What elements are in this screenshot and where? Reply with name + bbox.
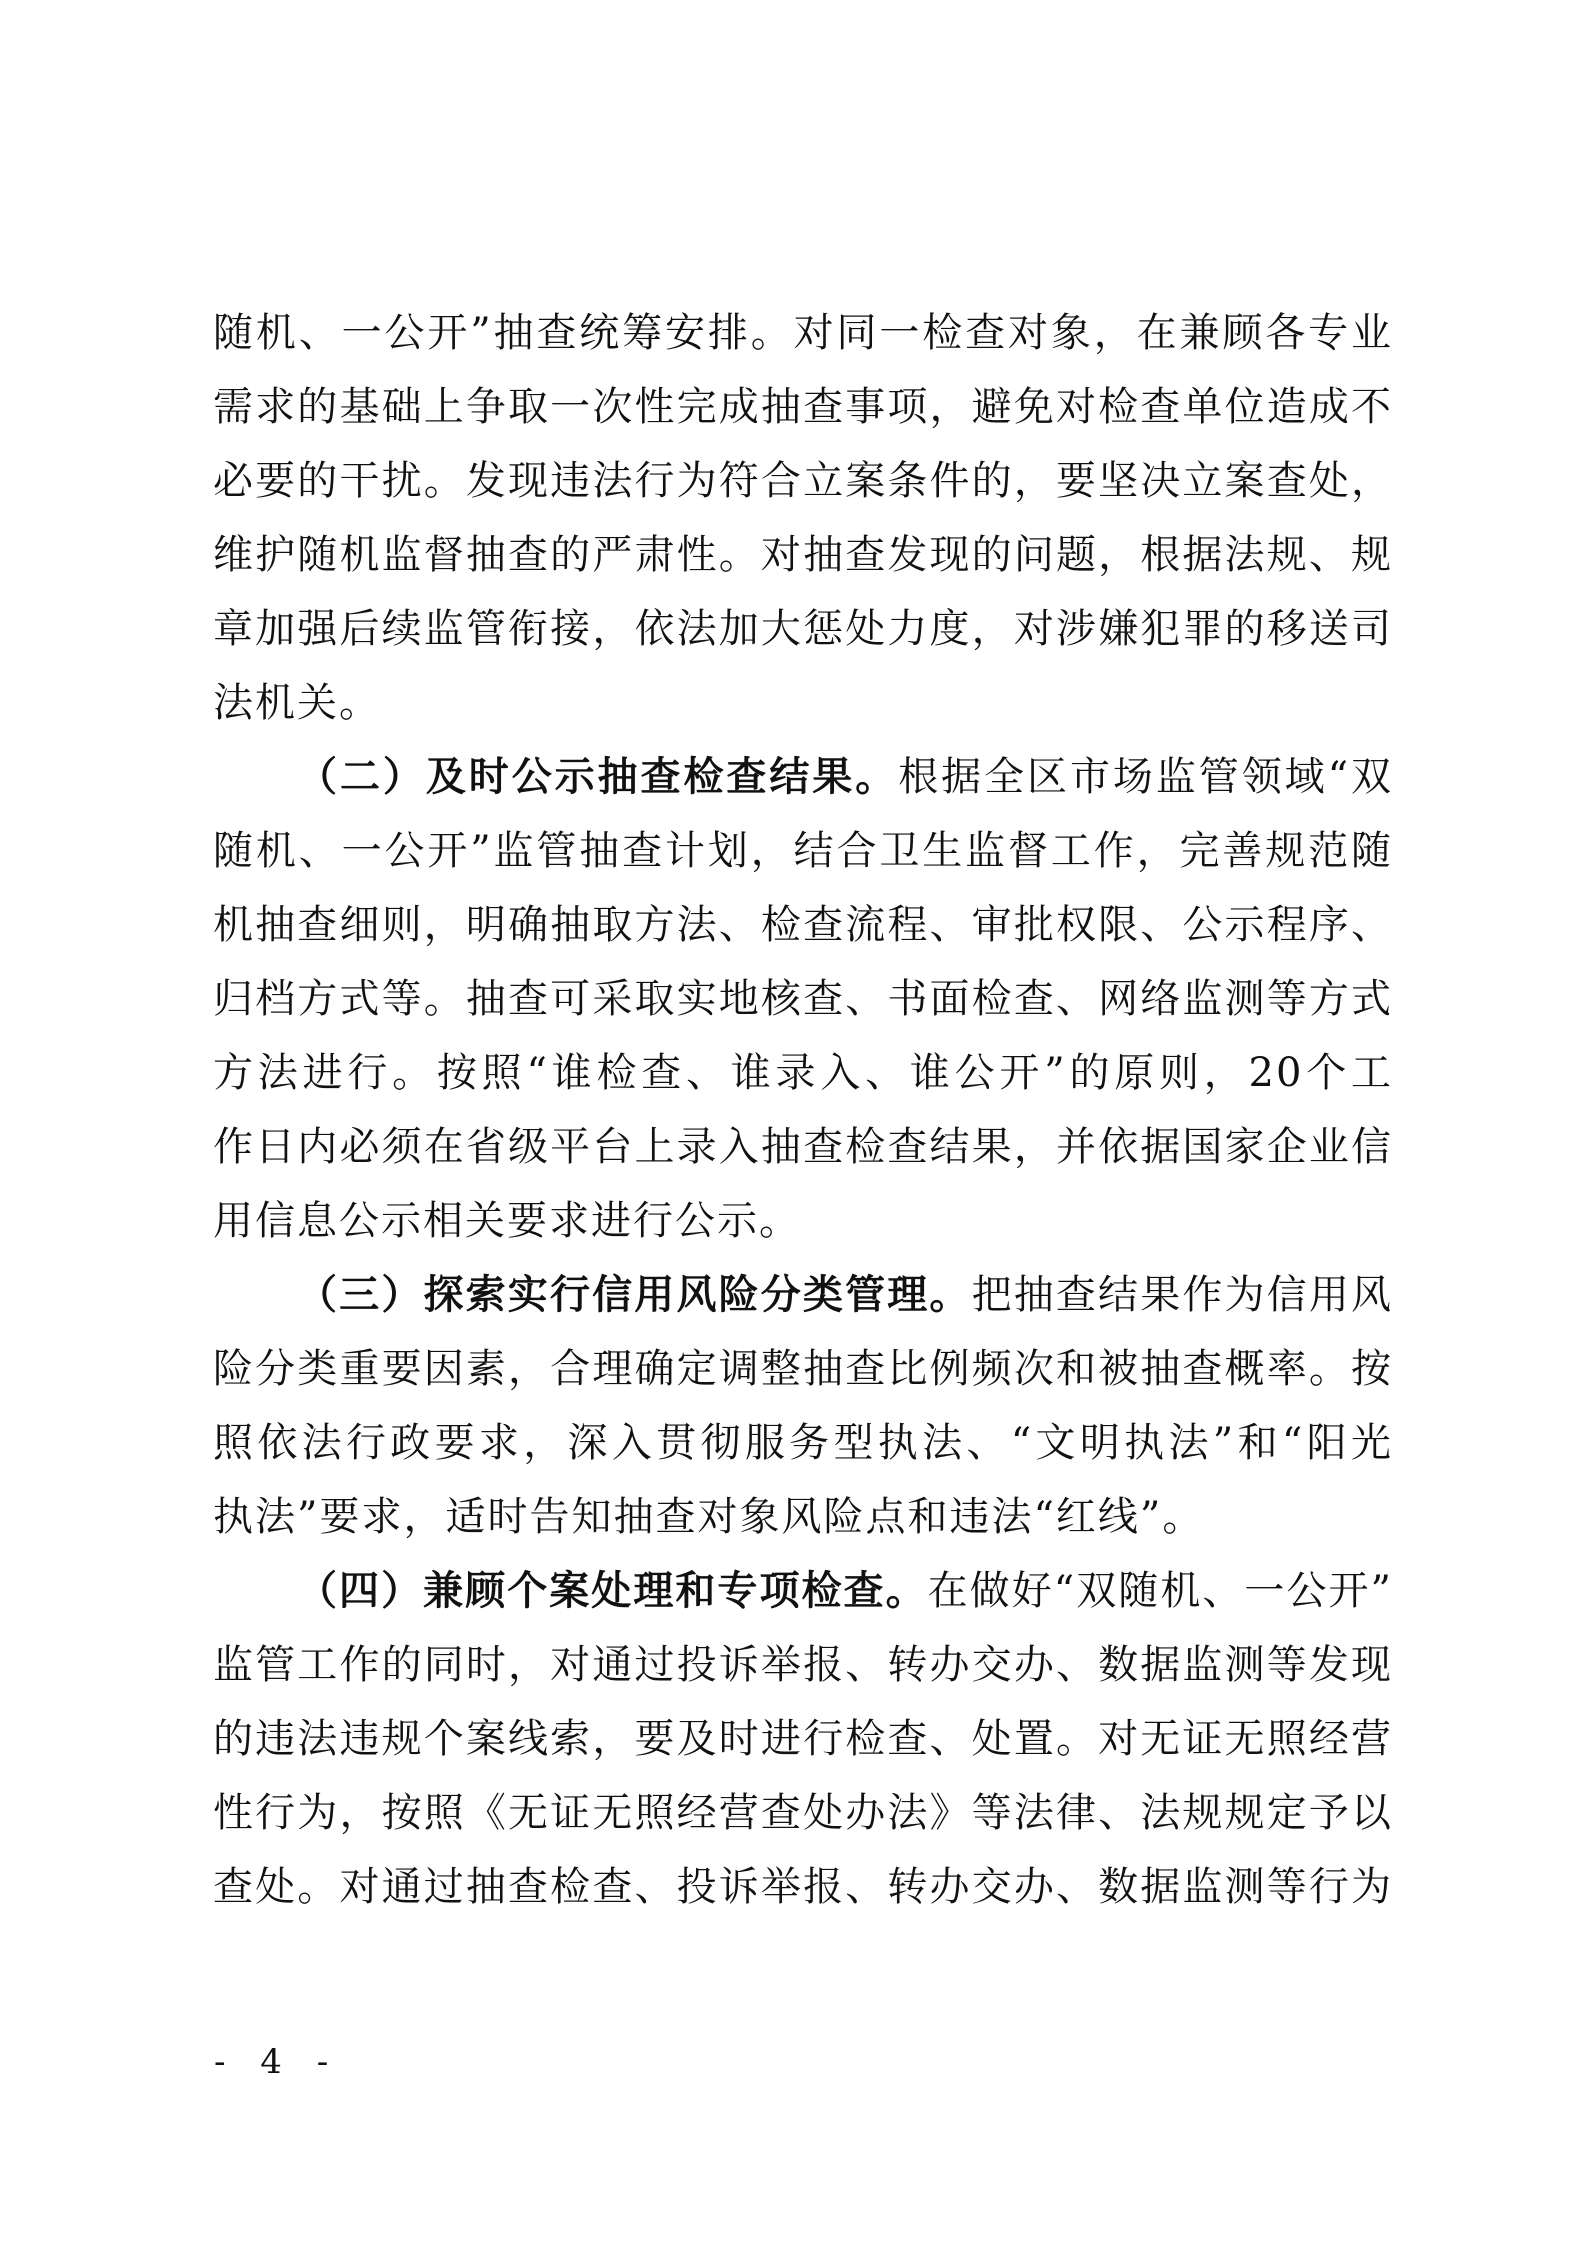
paragraph-publicize-results [213, 740, 1393, 1258]
text-run: 在做好“双随机、一公开” [927, 1568, 1394, 1614]
text-line: 照依法行政要求，深入贯彻服务型执法、“文明执法”和“阳光 [213, 1420, 1393, 1466]
text-line: 随机、一公开”监管抽查计划，结合卫生监督工作，完善规范随 [213, 828, 1393, 874]
text-run: 把抽查结果作为信用风 [971, 1272, 1394, 1318]
section-heading: （四）兼顾个案处理和专项检查。 [297, 1567, 928, 1614]
section-heading: （三）探索实行信用风险分类管理。 [297, 1271, 972, 1318]
text-line: 的违法违规个案线索，要及时进行检查、处置。对无证无照经营 [213, 1716, 1393, 1762]
paragraph-case-handling [213, 1554, 1393, 1924]
text-line: 维护随机监督抽查的严肃性。对抽查发现的问题，根据法规、规 [213, 532, 1393, 578]
text-line: 随机、一公开”抽查统筹安排。对同一检查对象，在兼顾各专业 [213, 310, 1393, 356]
text-line: 章加强后续监管衔接，依法加大惩处力度，对涉嫌犯罪的移送司 [213, 606, 1393, 652]
paragraph-first-line [213, 1554, 1393, 1628]
text-line: 机抽查细则，明确抽取方法、检查流程、审批权限、公示程序、 [213, 902, 1393, 948]
document-body [213, 296, 1393, 1924]
text-run: 根据全区市场监管领域“双 [898, 754, 1393, 800]
section-heading: （二）及时公示抽查检查结果。 [297, 753, 899, 800]
text-line: 作日内必须在省级平台上录入抽查检查结果，并依据国家企业信 [213, 1124, 1393, 1170]
text-line: 用信息公示相关要求进行公示。 [213, 1198, 801, 1244]
text-line: 查处。对通过抽查检查、投诉举报、转办交办、数据监测等行为 [213, 1864, 1393, 1910]
paragraph-continuation [213, 296, 1393, 740]
paragraph-credit-risk [213, 1258, 1393, 1554]
text-line: 法机关。 [213, 680, 381, 726]
text-line: 归档方式等。抽查可采取实地核查、书面检查、网络监测等方式 [213, 976, 1393, 1022]
text-line: 需求的基础上争取一次性完成抽查事项，避免对检查单位造成不 [213, 384, 1393, 430]
paragraph-first-line [213, 1258, 1393, 1332]
text-line: 方法进行。按照“谁检查、谁录入、谁公开”的原则，20个工 [213, 1050, 1393, 1096]
text-line: 性行为，按照《无证无照经营查处办法》等法律、法规规定予以 [213, 1790, 1393, 1836]
page-number: - 4 - [214, 2042, 341, 2082]
text-line: 监管工作的同时，对通过投诉举报、转办交办、数据监测等发现 [213, 1642, 1393, 1688]
text-line: 必要的干扰。发现违法行为符合立案条件的，要坚决立案查处， [213, 458, 1393, 504]
paragraph-first-line [213, 740, 1393, 814]
text-line: 执法”要求，适时告知抽查对象风险点和违法“红线”。 [213, 1494, 1205, 1540]
text-line: 险分类重要因素，合理确定调整抽查比例频次和被抽查概率。按 [213, 1346, 1393, 1392]
